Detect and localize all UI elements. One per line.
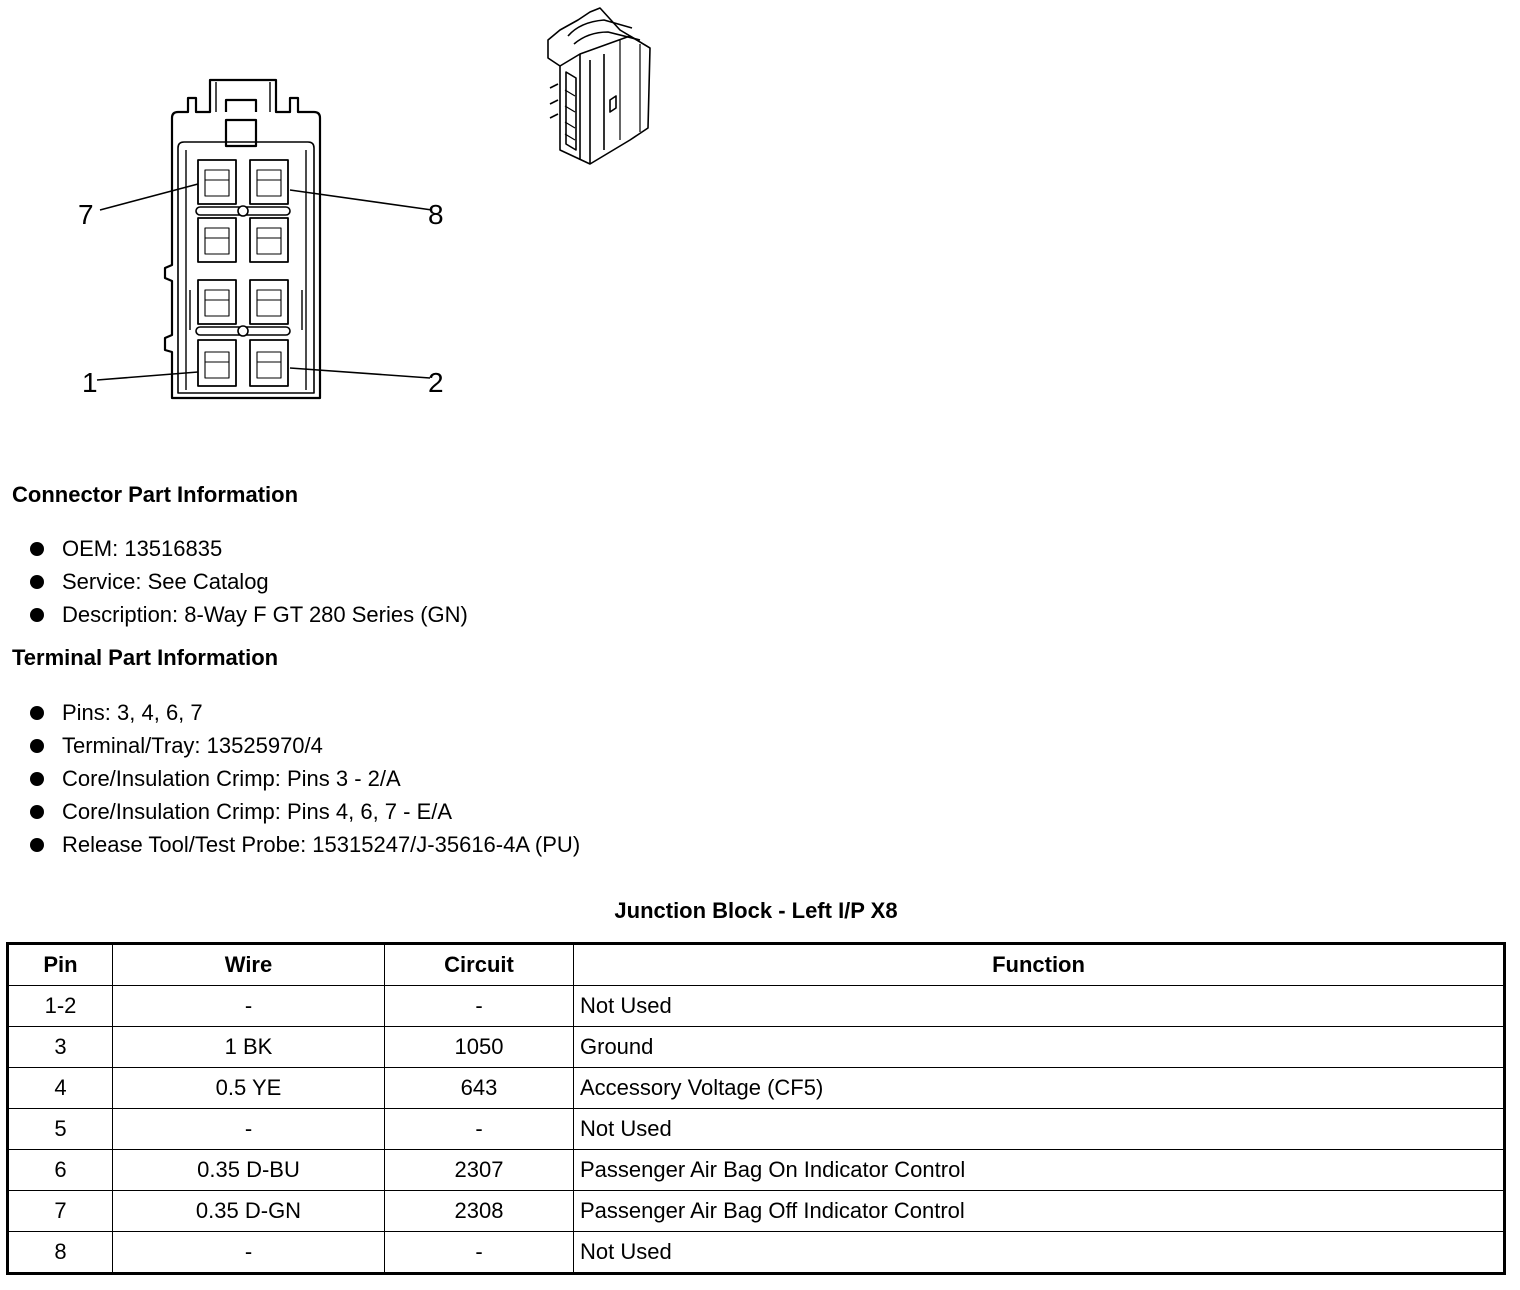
table-row — [8, 986, 1505, 1027]
connector-part-list — [30, 532, 468, 631]
bullet-icon — [30, 706, 44, 720]
cell-wire: - — [113, 986, 385, 1027]
list-item — [30, 828, 580, 861]
cell-circuit: 2308 — [385, 1191, 574, 1232]
list-item — [30, 532, 468, 565]
column-header-function: Function — [574, 944, 1505, 986]
column-header-wire: Wire — [113, 944, 385, 986]
list-item — [30, 762, 580, 795]
cell-function: Accessory Voltage (CF5) — [574, 1068, 1505, 1109]
terminal-part-heading: Terminal Part Information — [12, 645, 279, 670]
list-item-text: OEM: 13516835 — [62, 536, 223, 561]
connector-isometric-view — [548, 8, 650, 164]
table-row — [8, 1068, 1505, 1109]
list-item-text: Core/Insulation Crimp: Pins 3 - 2/A — [62, 766, 401, 791]
cell-function: Passenger Air Bag On Indicator Control — [574, 1150, 1505, 1191]
cell-pin: 1-2 — [8, 986, 113, 1027]
list-item-text: Pins: 3, 4, 6, 7 — [62, 700, 203, 725]
list-item — [30, 696, 580, 729]
table-header-row — [8, 944, 1505, 986]
cell-wire: 0.35 D-GN — [113, 1191, 385, 1232]
list-item — [30, 565, 468, 598]
list-item — [30, 598, 468, 631]
cell-function: Ground — [574, 1027, 1505, 1068]
cell-circuit: - — [385, 1232, 574, 1274]
connector-part-heading: Connector Part Information — [12, 482, 299, 507]
bullet-icon — [30, 772, 44, 786]
cell-wire: 1 BK — [113, 1027, 385, 1068]
cell-circuit: 2307 — [385, 1150, 574, 1191]
cell-function: Not Used — [574, 1232, 1505, 1274]
table-row — [8, 1232, 1505, 1274]
connector-diagram — [0, 0, 700, 420]
bullet-icon — [30, 838, 44, 852]
bullet-icon — [30, 739, 44, 753]
cell-pin: 4 — [8, 1068, 113, 1109]
list-item — [30, 729, 580, 762]
cell-pin: 6 — [8, 1150, 113, 1191]
connector-face-view — [97, 80, 432, 398]
bullet-icon — [30, 542, 44, 556]
bullet-icon — [30, 608, 44, 622]
cell-pin: 8 — [8, 1232, 113, 1274]
cell-circuit: - — [385, 986, 574, 1027]
table-title: Junction Block - Left I/P X8 — [614, 898, 898, 923]
cell-function: Passenger Air Bag Off Indicator Control — [574, 1191, 1505, 1232]
cell-wire: 0.35 D-BU — [113, 1150, 385, 1191]
list-item-text: Core/Insulation Crimp: Pins 4, 6, 7 - E/A — [62, 799, 453, 824]
pin-callout-1: 1 — [82, 367, 98, 398]
cell-function: Not Used — [574, 986, 1505, 1027]
list-item-text: Release Tool/Test Probe: 15315247/J-35616-4A (PU) — [62, 832, 581, 857]
cell-circuit: 643 — [385, 1068, 574, 1109]
pinout-table — [6, 942, 1506, 1275]
cell-function: Not Used — [574, 1109, 1505, 1150]
cell-pin: 7 — [8, 1191, 113, 1232]
pin-callout-2: 2 — [428, 367, 444, 398]
bullet-icon — [30, 575, 44, 589]
cell-circuit: - — [385, 1109, 574, 1150]
cell-wire: - — [113, 1232, 385, 1274]
bullet-icon — [30, 805, 44, 819]
terminal-part-list — [30, 696, 580, 861]
list-item — [30, 795, 580, 828]
pin-callout-8: 8 — [428, 199, 444, 230]
table-row — [8, 1027, 1505, 1068]
cell-pin: 3 — [8, 1027, 113, 1068]
pin-callout-7: 7 — [78, 199, 94, 230]
column-header-circuit: Circuit — [385, 944, 574, 986]
cell-wire: - — [113, 1109, 385, 1150]
list-item-text: Service: See Catalog — [62, 569, 269, 594]
table-row — [8, 1109, 1505, 1150]
cell-pin: 5 — [8, 1109, 113, 1150]
cell-circuit: 1050 — [385, 1027, 574, 1068]
table-row — [8, 1191, 1505, 1232]
list-item-text: Terminal/Tray: 13525970/4 — [62, 733, 323, 758]
table-row — [8, 1150, 1505, 1191]
list-item-text: Description: 8-Way F GT 280 Series (GN) — [62, 602, 468, 627]
column-header-pin: Pin — [8, 944, 113, 986]
cell-wire: 0.5 YE — [113, 1068, 385, 1109]
